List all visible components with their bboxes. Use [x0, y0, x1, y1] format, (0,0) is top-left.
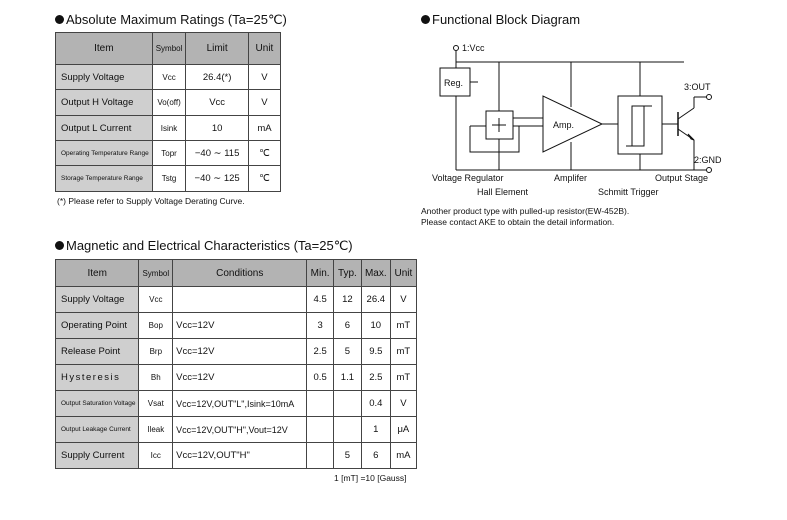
row-unit: V — [390, 287, 416, 313]
gnd-terminal — [707, 168, 712, 173]
row-min: 4.5 — [307, 287, 334, 313]
vcc-label: 1:Vcc — [462, 43, 485, 53]
table-row — [56, 287, 417, 313]
row-limit: −40 ∼ 115 — [186, 141, 249, 166]
row-item: Supply Voltage — [56, 65, 153, 90]
row-item: Release Point — [56, 339, 139, 365]
row-item: Supply Current — [56, 443, 139, 469]
row-unit: ℃ — [248, 141, 280, 166]
row-limit: −40 ∼ 125 — [186, 166, 249, 192]
mag-title: Magnetic and Electrical Characteristics (Ta=25℃) — [55, 238, 353, 254]
row-symbol: Tstg — [152, 166, 186, 192]
mag-note: 1 [mT] =10 [Gauss] — [334, 473, 407, 483]
row-conditions: Vcc=12V — [173, 339, 307, 365]
row-limit: 10 — [186, 116, 249, 141]
header-symbol: Symbol — [139, 260, 173, 287]
output-stage-label: Output Stage — [655, 173, 709, 183]
table-header-row — [56, 260, 417, 287]
row-min — [307, 443, 334, 469]
row-typ: 1.1 — [333, 365, 361, 391]
table-row — [56, 339, 417, 365]
out-terminal — [707, 95, 712, 100]
row-item: Output Saturation Voltage — [56, 391, 139, 417]
row-limit: Vcc — [186, 90, 249, 116]
row-symbol: Vcc — [139, 287, 173, 313]
header-typ: Typ. — [333, 260, 361, 287]
row-item: Operating Temperature Range — [56, 141, 153, 166]
row-symbol: Vo(off) — [152, 90, 186, 116]
bullet-icon — [55, 241, 64, 250]
row-min: 3 — [307, 313, 334, 339]
row-item: Operating Point — [56, 313, 139, 339]
row-min: 0.5 — [307, 365, 334, 391]
row-item: Output Leakage Current — [56, 417, 139, 443]
row-symbol: Vcc — [152, 65, 186, 90]
header-symbol: Symbol — [152, 33, 186, 65]
row-max: 1 — [361, 417, 390, 443]
block-title: Functional Block Diagram — [421, 12, 580, 27]
hall-element-label: Hall Element — [477, 187, 529, 197]
row-max: 9.5 — [361, 339, 390, 365]
row-unit: V — [248, 65, 280, 90]
row-min — [307, 391, 334, 417]
row-typ: 6 — [333, 313, 361, 339]
row-min — [307, 417, 334, 443]
row-typ: 5 — [333, 443, 361, 469]
abs-note: (*) Please refer to Supply Voltage Derating Curve. — [57, 196, 245, 206]
header-limit: Limit — [186, 33, 249, 65]
voltage-regulator-label: Voltage Regulator — [432, 173, 504, 183]
row-item: Supply Voltage — [56, 287, 139, 313]
row-unit: V — [248, 90, 280, 116]
header-min: Min. — [307, 260, 334, 287]
gnd-label: 2:GND — [694, 155, 722, 165]
row-item: Hysteresis — [56, 365, 139, 391]
row-symbol: Icc — [139, 443, 173, 469]
mag-table — [55, 259, 417, 469]
table-row — [56, 391, 417, 417]
row-symbol: Bop — [139, 313, 173, 339]
row-typ: 12 — [333, 287, 361, 313]
table-row — [56, 365, 417, 391]
row-symbol: Bh — [139, 365, 173, 391]
table-row — [56, 443, 417, 469]
row-max: 0.4 — [361, 391, 390, 417]
row-conditions: Vcc=12V — [173, 313, 307, 339]
header-unit: Unit — [390, 260, 416, 287]
row-conditions — [173, 287, 307, 313]
row-unit: V — [390, 391, 416, 417]
row-max: 2.5 — [361, 365, 390, 391]
row-conditions: Vcc=12V,OUT"L",Isink=10mA — [173, 391, 307, 417]
row-unit: μA — [390, 417, 416, 443]
row-item: Storage Temperature Range — [56, 166, 153, 192]
block-note-1: Another product type with pulled-up resistor(EW-452B). — [421, 206, 630, 216]
row-typ: 5 — [333, 339, 361, 365]
row-item: Output H Voltage — [56, 90, 153, 116]
amp-label: Amp. — [553, 120, 575, 130]
abs-title: Absolute Maximum Ratings (Ta=25℃) — [55, 12, 287, 28]
out-label: 3:OUT — [684, 82, 711, 92]
row-unit: mT — [390, 365, 416, 391]
reg-label: Reg. — [444, 78, 464, 88]
table-row — [56, 417, 417, 443]
row-unit: mA — [390, 443, 416, 469]
row-min: 2.5 — [307, 339, 334, 365]
amplifier-label: Amplifer — [554, 173, 588, 183]
row-typ — [333, 417, 361, 443]
row-conditions: Vcc=12V — [173, 365, 307, 391]
header-item: Item — [56, 33, 153, 65]
row-item: Output L Current — [56, 116, 153, 141]
row-typ — [333, 391, 361, 417]
row-unit: mT — [390, 313, 416, 339]
row-max: 6 — [361, 443, 390, 469]
row-unit: mA — [248, 116, 280, 141]
table-row — [56, 313, 417, 339]
row-conditions: Vcc=12V,OUT"H",Vout=12V — [173, 417, 307, 443]
row-limit: 26.4(*) — [186, 65, 249, 90]
row-unit: ℃ — [248, 166, 280, 192]
schmitt-trigger-label: Schmitt Trigger — [598, 187, 659, 197]
row-max: 26.4 — [361, 287, 390, 313]
row-symbol: Isink — [152, 116, 186, 141]
header-unit: Unit — [248, 33, 280, 65]
row-symbol: Topr — [152, 141, 186, 166]
vcc-terminal — [454, 46, 459, 51]
header-conditions: Conditions — [173, 260, 307, 287]
row-symbol: Ileak — [139, 417, 173, 443]
row-symbol: Brp — [139, 339, 173, 365]
header-max: Max. — [361, 260, 390, 287]
schmitt-trigger-box — [618, 96, 662, 154]
header-item: Item — [56, 260, 139, 287]
row-symbol: Vsat — [139, 391, 173, 417]
row-max: 10 — [361, 313, 390, 339]
row-conditions: Vcc=12V,OUT"H" — [173, 443, 307, 469]
block-note-2: Please contact AKE to obtain the detail information. — [421, 217, 615, 227]
row-unit: mT — [390, 339, 416, 365]
